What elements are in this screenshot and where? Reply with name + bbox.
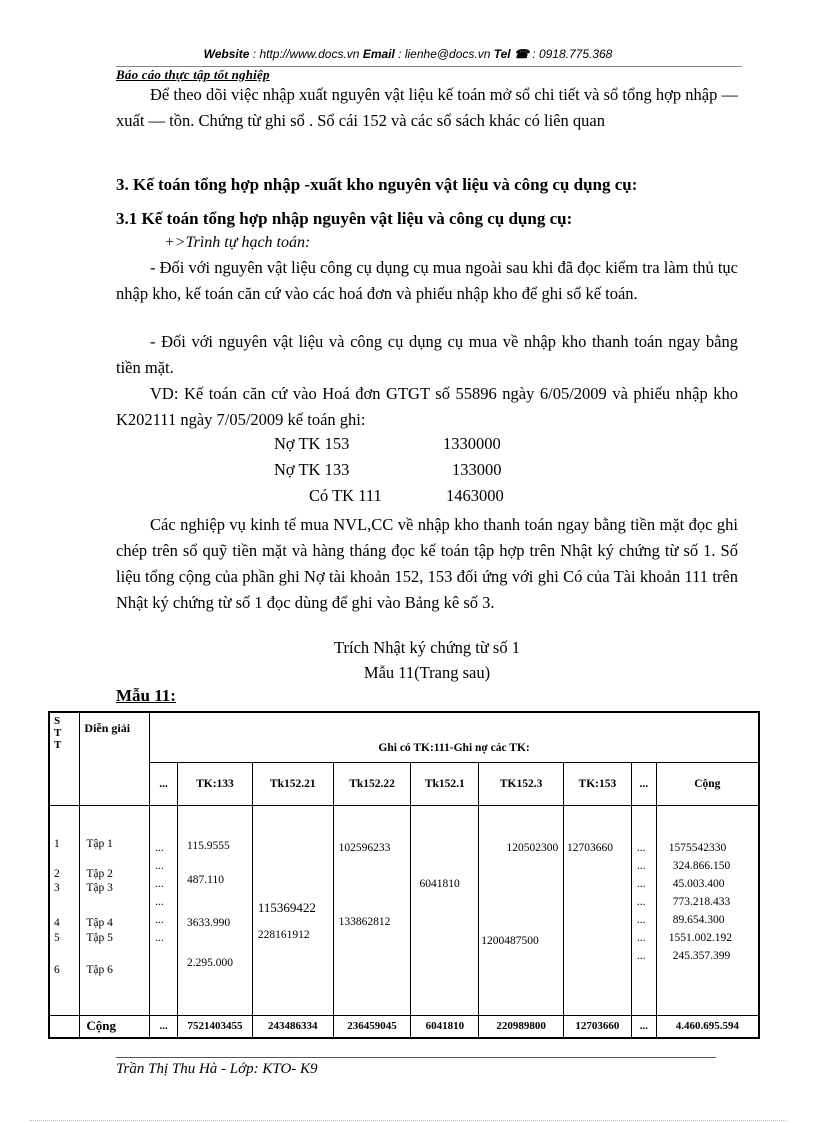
dots-2c: ... bbox=[636, 877, 646, 890]
stt-header bbox=[49, 712, 80, 805]
item-1: Tập 1 bbox=[86, 837, 113, 850]
procedure-label: +>Trình tự hạch toán: bbox=[164, 234, 311, 251]
entry-amount-1: 1330000 bbox=[443, 434, 501, 453]
tk153-cell bbox=[563, 805, 631, 1015]
stt-header-text: S TT bbox=[54, 715, 62, 751]
item-6: Tập 6 bbox=[86, 963, 113, 976]
tk133-v4: 2.295.000 bbox=[187, 956, 234, 969]
tk15222-v1: 102596233 bbox=[338, 841, 391, 854]
dots-2f: ... bbox=[636, 931, 646, 944]
item-5: Tập 5 bbox=[86, 931, 113, 944]
tk133-cell bbox=[178, 805, 253, 1015]
tk1523-cell bbox=[479, 805, 564, 1015]
item-2: Tập 2 bbox=[86, 867, 113, 880]
extract-title: Trích Nhật ký chứng từ số 1 bbox=[334, 638, 520, 657]
total-tk133: 7521403455 bbox=[178, 1015, 253, 1038]
entry-amount-3: 1463000 bbox=[446, 486, 504, 505]
col-dots-2: ... bbox=[631, 762, 656, 805]
tk1521-v1: 6041810 bbox=[419, 877, 460, 890]
tk1521-cell bbox=[411, 805, 479, 1015]
col-tk1523: TK152.3 bbox=[479, 762, 564, 805]
col-cong: Cộng bbox=[656, 762, 759, 805]
total-tk1521: 6041810 bbox=[411, 1015, 479, 1038]
stt-6: 6 bbox=[54, 963, 60, 976]
dots-1a: ... bbox=[155, 841, 164, 854]
total-tk1523: 220989800 bbox=[479, 1015, 564, 1038]
stt-cell bbox=[49, 805, 80, 1015]
total-dots-1: ... bbox=[150, 1015, 178, 1038]
entry-account-1: Nợ TK 153 bbox=[274, 434, 350, 453]
total-tk15221: 243486334 bbox=[252, 1015, 333, 1038]
email-label: Email bbox=[362, 47, 395, 61]
stt-1: 1 bbox=[54, 837, 60, 850]
entry-account-2: Nợ TK 133 bbox=[274, 460, 350, 479]
website-label: Website bbox=[203, 47, 250, 61]
dots-2b: ... bbox=[636, 859, 646, 872]
purchase-paragraph: - Đối với nguyên vật liệu công cụ dụng cụ mua ngoài sau khi đã đọc kiểm tra làm thủ tục nhập kho, kế toán căn cứ vào các hoá đơn và phiếu nhập kho để ghi sổ kế toán. bbox=[116, 258, 738, 303]
col-dots-1: ... bbox=[150, 762, 178, 805]
website-value: : http://www.docs.vn bbox=[249, 47, 363, 61]
total-cong: 4.460.695.594 bbox=[656, 1015, 759, 1038]
dots-2e: ... bbox=[636, 913, 646, 926]
cong-v4: 773.218.433 bbox=[672, 895, 731, 908]
tk1523-v2: 1200487500 bbox=[481, 934, 539, 947]
dots-cell-2 bbox=[631, 805, 656, 1015]
total-stt bbox=[49, 1015, 80, 1038]
footer-divider bbox=[116, 1057, 716, 1058]
tk133-v1: 115.9555 bbox=[187, 839, 230, 852]
cong-v5: 89.654.300 bbox=[672, 913, 725, 926]
cong-v7: 245.357.399 bbox=[672, 949, 731, 962]
entry-amount-2: 133000 bbox=[452, 460, 502, 479]
tk133-v2: 487.110 bbox=[187, 873, 224, 886]
cash-paragraph: - Đối với nguyên vật liệu và công cụ dụng cụ mua về nhập kho thanh toán ngay bằng tiền mặt. bbox=[116, 332, 738, 377]
tk15221-cell bbox=[252, 805, 333, 1015]
total-label: Cộng bbox=[80, 1015, 150, 1038]
tk15221-v2: 228161912 bbox=[257, 928, 310, 941]
section-3-title: 3. Kế toán tổng hợp nhập -xuất kho nguyên vật liệu và công cụ dụng cụ: bbox=[116, 175, 638, 194]
dots-1f: ... bbox=[155, 931, 164, 944]
stt-4: 4 bbox=[54, 916, 60, 929]
tk153-v1: 12703660 bbox=[566, 841, 613, 854]
intro-paragraph: Để theo dõi việc nhập xuất nguyên vật liệu kế toán mở sổ chi tiết và sổ tổng hợp nhập — xuất — tồn. Chứng từ ghi sổ . Sổ cái 152 và các sổ sách khác có liên quan bbox=[116, 85, 738, 130]
desc-header: Diễn giải bbox=[80, 712, 150, 805]
tk15222-v2: 133862812 bbox=[338, 915, 391, 928]
example-paragraph: VD: Kế toán căn cứ vào Hoá đơn GTGT số 55896 ngày 6/05/2009 và phiếu nhập kho K202111 ngày 7/05/2009 kế toán ghi: bbox=[116, 384, 738, 429]
dots-2d: ... bbox=[636, 895, 646, 908]
cong-cell bbox=[656, 805, 759, 1015]
ledger-table bbox=[48, 711, 760, 1039]
item-3: Tập 3 bbox=[86, 881, 113, 894]
tel-value: : 0918.775.368 bbox=[528, 47, 613, 61]
extract-subtitle: Mẫu 11(Trang sau) bbox=[363, 663, 491, 682]
total-tk15222: 236459045 bbox=[333, 1015, 411, 1038]
tk15221-v1: 115369422 bbox=[257, 899, 316, 915]
page-edge-dots bbox=[30, 1120, 786, 1121]
stt-5: 5 bbox=[54, 931, 60, 944]
dots-cell-1 bbox=[150, 805, 178, 1015]
item-4: Tập 4 bbox=[86, 916, 113, 929]
total-tk153: 12703660 bbox=[563, 1015, 631, 1038]
tk1523-v1: 120502300 bbox=[506, 841, 559, 854]
cong-v6: 1551.002.192 bbox=[668, 931, 732, 944]
dots-1b: ... bbox=[155, 859, 164, 872]
col-tk153: TK:153 bbox=[563, 762, 631, 805]
dots-1d: ... bbox=[155, 895, 164, 908]
dots-1c: ... bbox=[155, 877, 164, 890]
stt-3: 3 bbox=[54, 881, 60, 894]
page-header bbox=[0, 47, 816, 61]
cong-v1: 1575542330 bbox=[668, 841, 727, 854]
entry-account-3: Có TK 111 bbox=[309, 486, 382, 505]
form-label: Mẫu 11: bbox=[116, 686, 176, 705]
dots-2a: ... bbox=[636, 841, 646, 854]
dots-2g: ... bbox=[636, 949, 646, 962]
cong-v3: 45.003.400 bbox=[672, 877, 725, 890]
tel-label: Tel ☎ bbox=[493, 47, 529, 61]
report-title: Báo cáo thực tập tốt nghiệp bbox=[116, 67, 270, 82]
desc-cell bbox=[80, 805, 150, 1015]
dots-1e: ... bbox=[155, 913, 164, 926]
footer-author: Trần Thị Thu Hà - Lớp: KTO- K9 bbox=[116, 1061, 318, 1077]
journal-paragraph: Các nghiệp vụ kinh tế mua NVL,CC về nhập kho thanh toán ngay bằng tiền mặt đọc ghi chép trên sổ quỹ tiền mặt và hàng tháng đọc kế toán tập hợp trên Nhật ký chứng từ số 1. Số liệu tổng cộng của phần ghi Nợ tài khoản 152, 153 đối ứng với ghi Có của Tài khoản 111 trên Nhật ký chứng từ số 1 đọc dùng để ghi vào Bảng kê số 3. bbox=[116, 515, 738, 612]
tk15222-cell bbox=[333, 805, 411, 1015]
col-tk133: TK:133 bbox=[178, 762, 253, 805]
section-3-1-title: 3.1 Kế toán tổng hợp nhập nguyên vật liệu và công cụ dụng cụ: bbox=[116, 209, 573, 228]
cong-v2: 324.866.150 bbox=[672, 859, 731, 872]
group-header: Ghi có TK:111-Ghi nợ các TK: bbox=[150, 712, 759, 762]
total-dots-2: ... bbox=[631, 1015, 656, 1038]
col-tk15222: Tk152.22 bbox=[333, 762, 411, 805]
col-tk1521: Tk152.1 bbox=[411, 762, 479, 805]
tk133-v3: 3633.990 bbox=[187, 916, 231, 929]
email-value: : lienhe@docs.vn bbox=[394, 47, 494, 61]
col-tk15221: Tk152.21 bbox=[252, 762, 333, 805]
stt-2: 2 bbox=[54, 867, 60, 880]
